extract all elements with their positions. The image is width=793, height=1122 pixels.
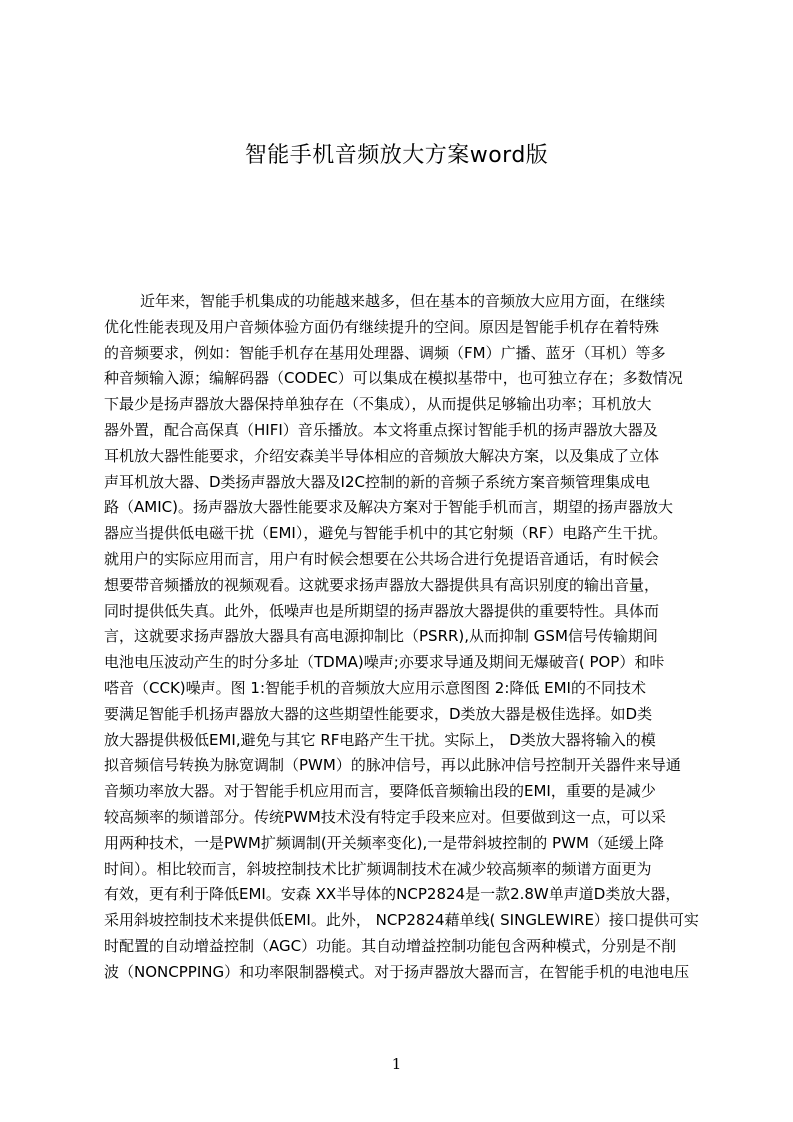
text-line: 较高频率的频谱部分。传统PWM技术没有特定手段来应对。但要做到这一点，可以采 [104, 807, 666, 826]
text-line: 的音频要求，例如：智能手机存在基用处理器、调频（FM）广播、蓝牙（耳机）等多 [104, 343, 666, 362]
text-line: 想要带音频播放的视频观看。这就要求扬声器放大器提供具有高识别度的输出音量， [104, 575, 660, 594]
text-line: 时间）。相比较而言，斜坡控制技术比扩频调制技术在减少较高频率的频谱方面更为 [104, 859, 652, 878]
text-line: 言，这就要求扬声器放大器具有高电源抑制比（PSRR),从而抑制 GSM信号传输期间 [104, 627, 658, 646]
text-line: 器应当提供低电磁干扰（EMI），避免与智能手机中的其它射频（RF）电路产生干扰。 [104, 524, 668, 543]
text-line: 拟音频信号转换为脉宽调制（PWM）的脉冲信号，再以此脉冲信号控制开关器件来导通 [104, 756, 681, 775]
text-line: 音频功率放大器。对于智能手机应用而言，要降低音频输出段的EMI，重要的是减少 [104, 782, 656, 801]
page-number: 1 [391, 1055, 402, 1073]
text-line: 下最少是扬声器放大器保持单独存在（不集成），从而提供足够输出功率；耳机放大 [104, 395, 652, 414]
text-line: 器外置，配合高保真（HIFI）音乐播放。本文将重点探讨智能手机的扬声器放大器及 [104, 420, 658, 439]
body-paragraph [104, 289, 699, 981]
document-title: 智能手机音频放大方案word版 [244, 143, 549, 168]
text-line: 近年来，智能手机集成的功能越来越多，但在基本的音频放大应用方面，在继续 [140, 292, 666, 310]
text-line: 放大器提供极低EMI,避免与其它 RF电路产生干扰。实际上， D类放大器将输入的模 [104, 730, 656, 749]
text-line: 种音频输入源；编解码器（CODEC）可以集成在模拟基带中，也可独立存在；多数情况 [104, 369, 683, 388]
text-line: 要满足智能手机扬声器放大器的这些期望性能要求，D类放大器是极佳选择。如D类 [104, 704, 653, 723]
text-line: 波（NONCPPING）和功率限制器模式。对于扬声器放大器而言，在智能手机的电池电压 [104, 962, 690, 981]
text-line: 有效，更有利于降低EMI。安森 XX半导体的NCP2824是一款2.8W单声道D类放大器， [104, 885, 681, 904]
text-line: 声耳机放大器、D类扬声器放大器及I2C控制的新的音频子系统方案音频管理集成电 [104, 472, 650, 491]
text-line: 同时提供低失真。此外，低噪声也是所期望的扬声器放大器提供的重要特性。具体而 [104, 601, 660, 620]
text-line: 用两种技术，一是PWM扩频调制(开关频率变化),一是带斜坡控制的 PWM（延缓上降 [104, 833, 664, 852]
text-line: 路（AMIC)。扬声器放大器性能要求及解决方案对于智能手机而言，期望的扬声器放大 [104, 498, 673, 517]
text-line: 时配置的自动增益控制（AGC）功能。其自动增益控制功能包含两种模式，分别是不削 [104, 936, 677, 955]
text-line: 优化性能表现及用户音频体验方面仍有继续提升的空间。原因是智能手机存在着特殊 [104, 317, 660, 336]
text-line: 嗒音（CCK)噪声。图 1:智能手机的音频放大应用示意图图 2:降低 EMI的不同技术 [104, 678, 646, 697]
text-line: 采用斜坡控制技术来提供低EMI。此外， NCP2824藉单线( SINGLEWIRE）接口提供可实 [104, 911, 699, 930]
text-line: 就用户的实际应用而言，用户有时候会想要在公共场合进行免提语音通话，有时候会 [104, 549, 660, 568]
text-line: 电池电压波动产生的时分多址（TDMA)噪声;亦要求导通及期间无爆破音( POP）和咔 [104, 653, 665, 672]
text-line: 耳机放大器性能要求，介绍安森美半导体相应的音频放大解决方案，以及集成了立体 [104, 446, 660, 465]
